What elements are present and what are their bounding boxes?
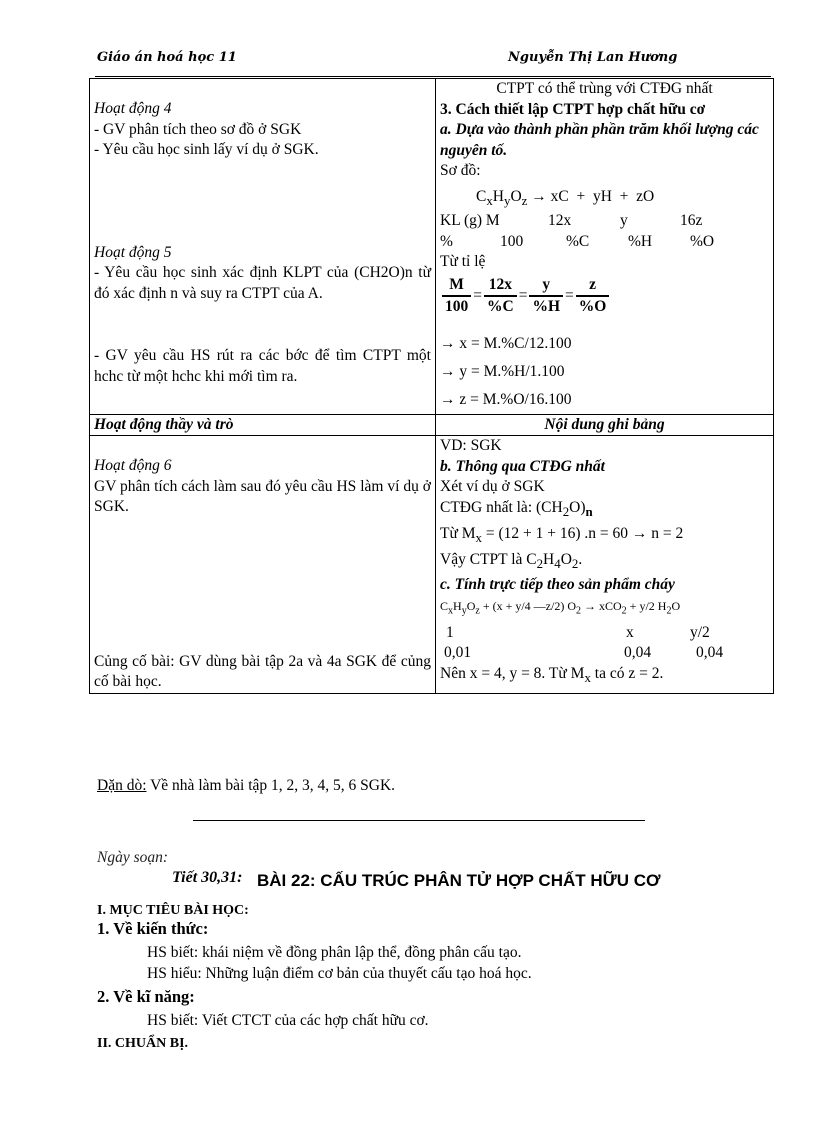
- homework-text: Về nhà làm bài tập 1, 2, 3, 4, 5, 6 SGK.: [146, 777, 396, 794]
- pct-h: %H: [628, 232, 653, 250]
- ctpt-note: CTPT có thể trùng với CTĐG nhất: [496, 80, 713, 97]
- cell-activities-2: [90, 436, 436, 694]
- combustion-equation: $C_xH_yO_z + (x + y/4$ —z/2) $O_2 \to xCO_2 + y/2$ $H_2O$: [440, 599, 681, 617]
- tiet-label: Tiết 30,31:: [172, 869, 243, 886]
- fraction: $\frac{M}{100}$: [442, 275, 471, 318]
- mass-c: 12x: [548, 212, 572, 230]
- header-right: Nguyễn Thị Lan Hương: [508, 50, 678, 65]
- hd4-line-1: - GV phân tích theo sơ đồ ở SGK: [94, 120, 302, 138]
- vd-label: VD: SGK: [440, 437, 502, 455]
- mass-row: [440, 211, 769, 232]
- mass-label: KL (g) M: [440, 212, 500, 230]
- hd6-title: Hoạt động 6: [94, 457, 172, 475]
- mole-2c: 0,04: [696, 644, 724, 662]
- header-divider: [95, 76, 771, 77]
- result-z: → z = M.%O/16.100: [440, 390, 572, 408]
- mass-h: y: [620, 212, 628, 230]
- pct-c: %C: [566, 232, 590, 250]
- result-y: → y = M.%H/1.100: [440, 362, 565, 380]
- cell-content-1: [436, 79, 774, 415]
- fraction: $\frac{z}{\%O}$: [576, 275, 610, 318]
- mole-1c: y/2: [690, 623, 710, 641]
- cung-co-text: Củng cố bài: GV dùng bài tập 2a và 4a SGK để củng cố bài học.: [94, 652, 431, 691]
- hd6-text: GV phân tích cách làm sau đó yêu cầu HS làm ví dụ ở SGK.: [94, 477, 431, 516]
- pct-label: %: [440, 232, 453, 250]
- knowledge-item-1: HS biết: khái niệm về đồng phân lập thể, đồng phân cấu tạo.: [147, 944, 522, 961]
- objectives-heading: I. MỤC TIÊU BÀI HỌC:: [97, 903, 249, 918]
- column-head-left: Hoạt động thầy và trò: [90, 414, 436, 436]
- hd5-text: - Yêu cầu học sinh xác định KLPT của (CH2O)n từ đó xác định n và suy ra CTPT của A.: [94, 264, 431, 302]
- mole-1a: 1: [446, 623, 454, 641]
- section-3a-title: a. Dựa vào thành phần phần trăm khối lượng các nguyên tố.: [440, 121, 759, 159]
- gv-text: - GV yêu cầu HS rút ra các bớc để tìm CTPT một hchc từ một hchc khi mới tìm ra.: [94, 347, 431, 385]
- mole-2b: 0,04: [624, 644, 652, 662]
- header-left: Giáo án hoá học 11: [97, 50, 237, 65]
- knowledge-item-2: HS hiểu: Những luận điểm cơ bản của thuyết cấu tạo hoá học.: [147, 965, 532, 982]
- nen-line: Nên x = 4, y = 8. Từ $M_x$ ta có z = 2.: [440, 664, 664, 685]
- table-row: [90, 79, 774, 415]
- section-b-title: b. Thông qua CTĐG nhất: [440, 457, 605, 475]
- mx-line: Từ $M_x = (12 + 1 + 16) .n = 60 \to n = 2$: [440, 525, 684, 546]
- so-do-label: Sơ đồ:: [440, 162, 481, 179]
- table-row: [90, 436, 774, 694]
- percent-row: [440, 232, 769, 253]
- homework-label: Dặn dò:: [97, 777, 147, 794]
- hd5-title: Hoạt động 5: [94, 243, 172, 261]
- ratio-equation: $\frac{M}{100}$ = $\frac{12x}{\%C}$ = $\frac{y}{\%H}$ = $\frac{z}{\%O}$: [440, 275, 769, 318]
- mass-o: 16z: [680, 212, 703, 230]
- section-3-title: 3. Cách thiết lập CTPT hợp chất hữu cơ: [440, 100, 706, 118]
- hd4-line-2: - Yêu cầu học sinh lấy ví dụ ở SGK.: [94, 141, 319, 158]
- knowledge-heading: 1. Về kiến thức:: [97, 919, 209, 938]
- tu-ti-le: Từ tỉ lệ: [440, 253, 486, 271]
- homework-line: [97, 777, 395, 795]
- pct-total: 100: [500, 232, 524, 250]
- preparation-heading: II. CHUẨN BỊ.: [97, 1036, 189, 1051]
- section-c-title: c. Tính trực tiếp theo sản phẩm cháy: [440, 575, 675, 593]
- skills-item-1: HS biết: Viết CTCT của các hợp chất hữu cơ.: [147, 1012, 429, 1029]
- hd4-title: Hoạt động 4: [94, 100, 172, 117]
- mole-row-1: [440, 623, 769, 644]
- lesson-table: [89, 78, 774, 694]
- cell-activities-1: [90, 79, 436, 415]
- ngay-soan: Ngày soạn:: [97, 849, 169, 866]
- mole-row-2: [440, 643, 769, 664]
- reaction-equation: $C_xH_yO_z$ → xC + yH + zO: [476, 187, 655, 208]
- ctdg-line: CTĐG nhất là: $(CH_2O)_n$: [440, 498, 593, 519]
- mole-1b: x: [626, 623, 634, 641]
- xet-vi-du: Xét ví dụ ở SGK: [440, 478, 545, 496]
- cell-content-2: [436, 436, 774, 694]
- vay-line: Vậy CTPT là $C_2H_4O_2$.: [440, 551, 583, 572]
- fraction: $\frac{12x}{\%C}$: [484, 275, 517, 318]
- result-x: → x = M.%C/12.100: [440, 334, 572, 352]
- table-header-row: [90, 414, 774, 436]
- mole-2a: 0,01: [444, 644, 472, 662]
- lesson-title: BÀI 22: CẤU TRÚC PHÂN TỬ HỢP CHẤT HỮU CƠ: [257, 871, 661, 890]
- column-head-right: Nội dung ghi bảng: [436, 414, 774, 436]
- skills-heading: 2. Về kĩ năng:: [97, 987, 195, 1006]
- section-separator: [193, 820, 645, 821]
- fraction: $\frac{y}{\%H}$: [529, 275, 563, 318]
- pct-o: %O: [690, 232, 715, 250]
